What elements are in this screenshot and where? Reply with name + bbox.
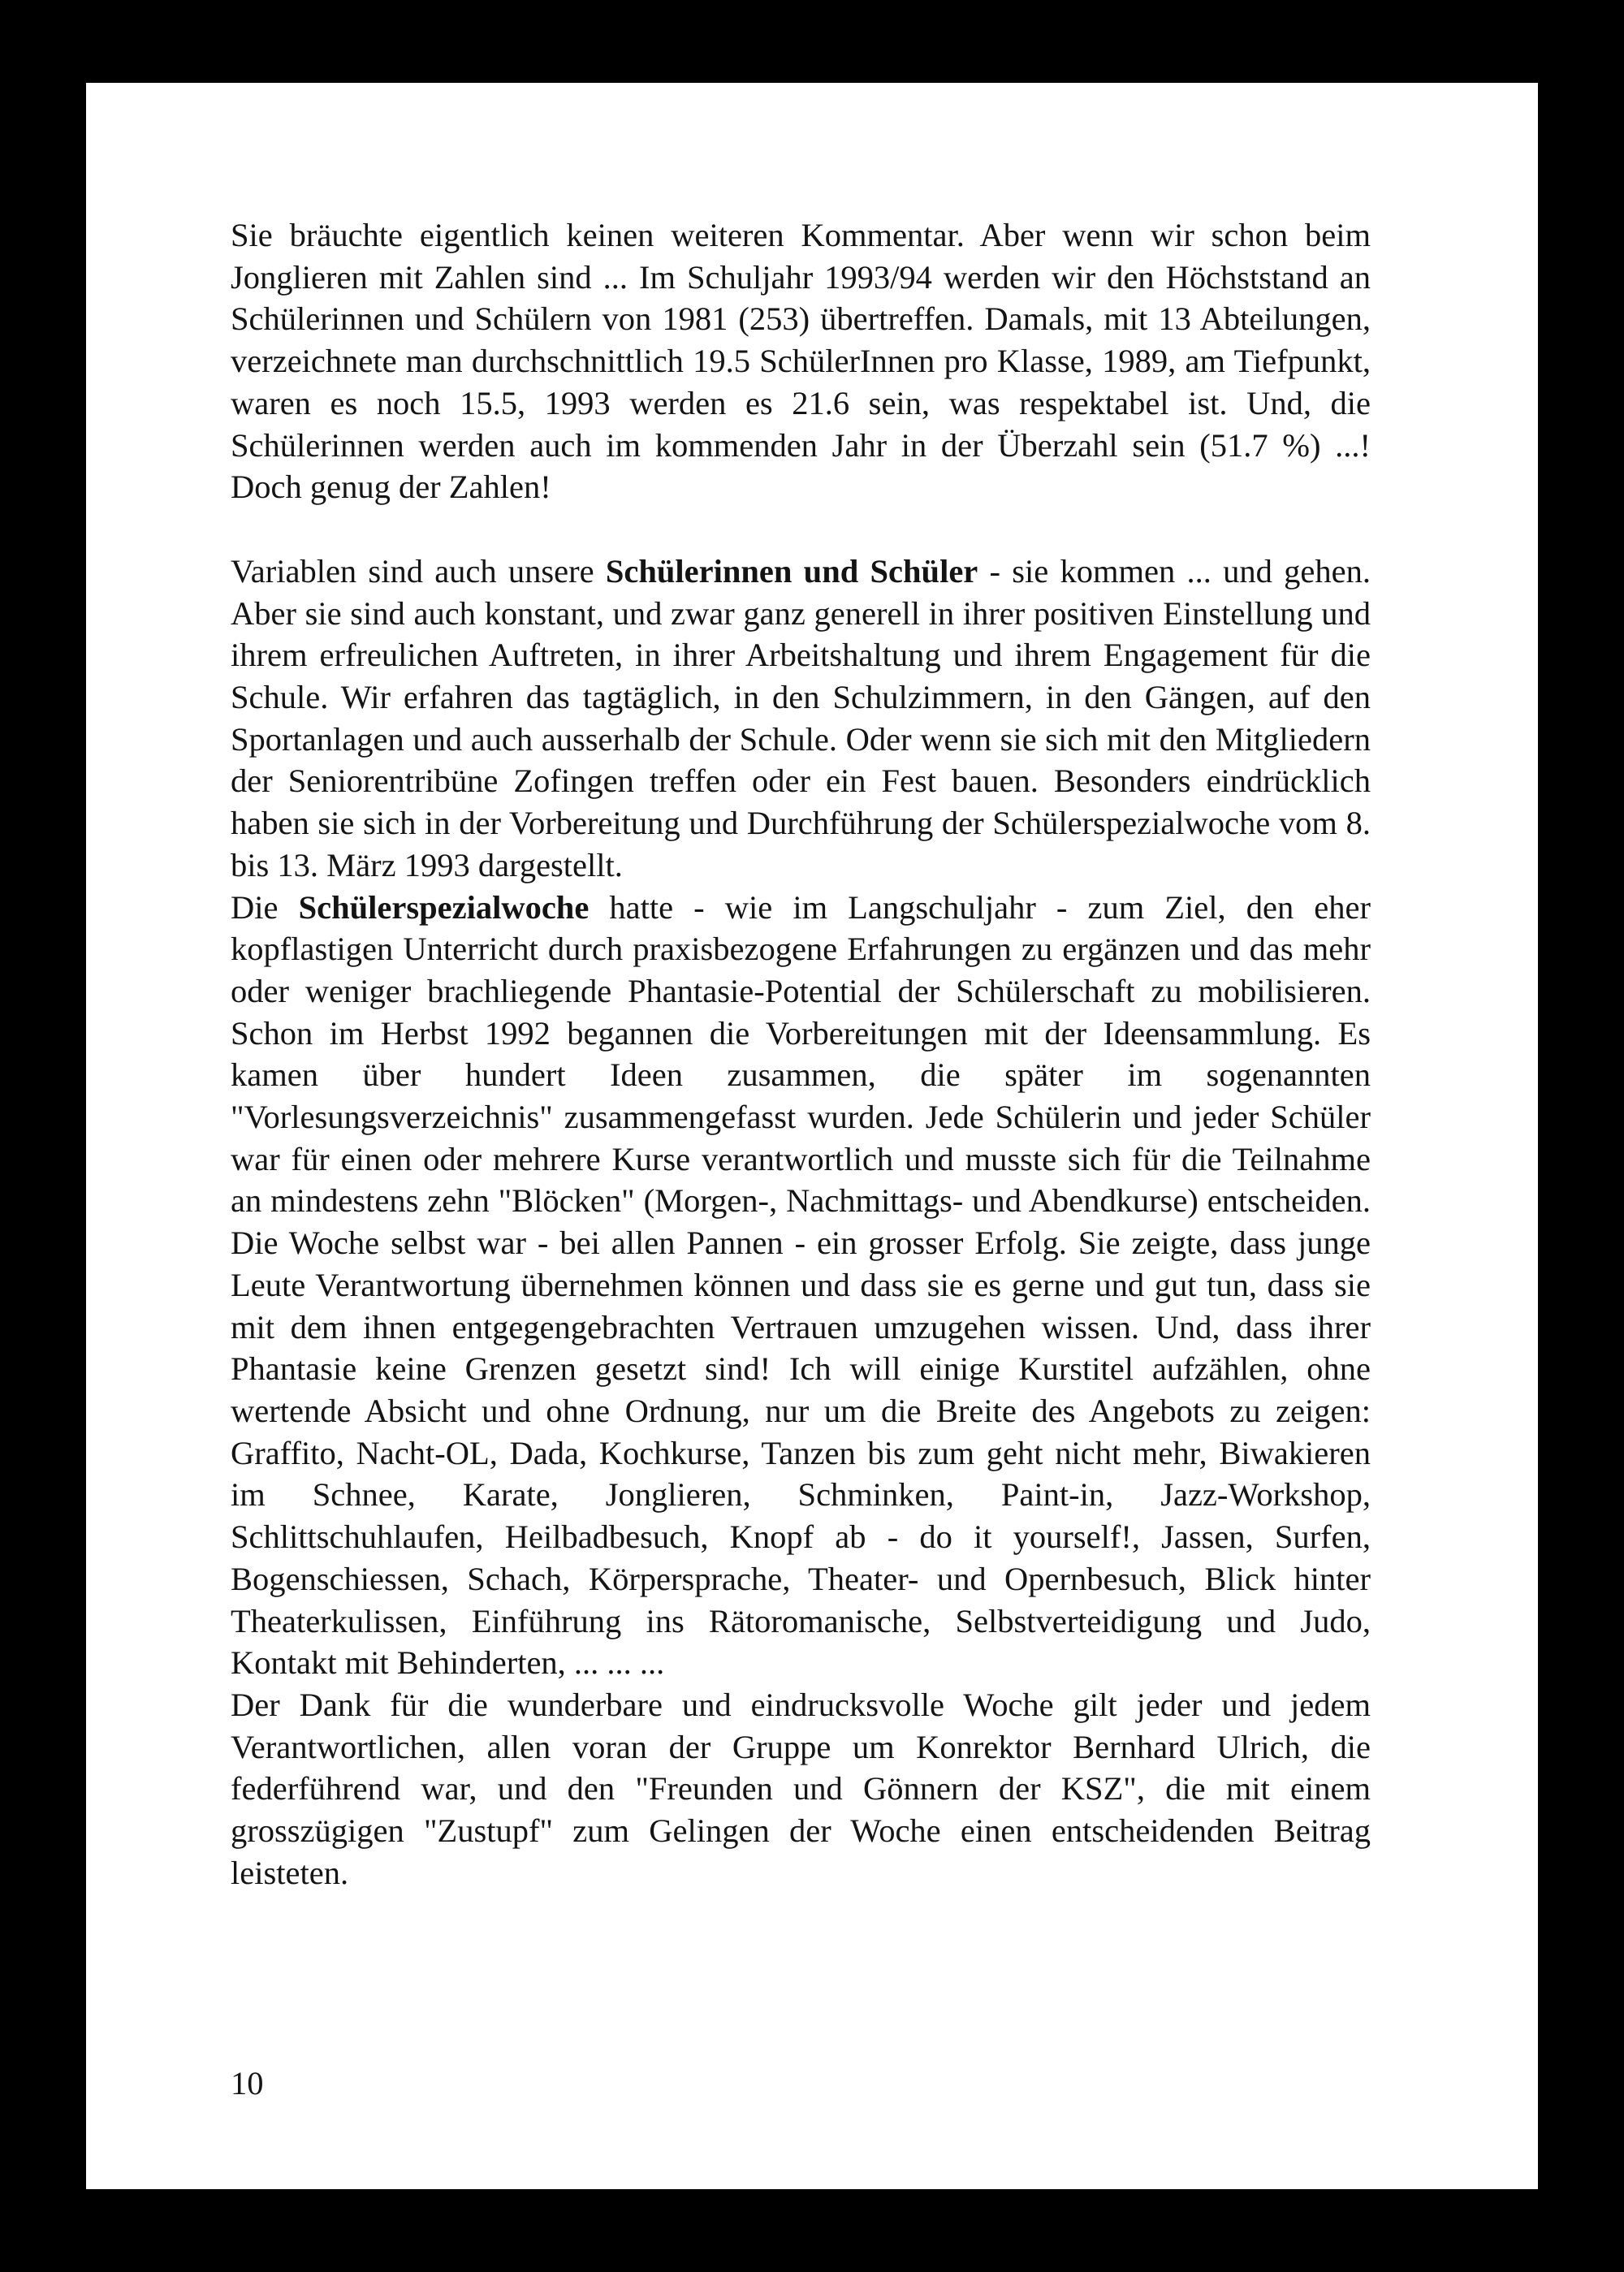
paragraph-text: hatte - wie im Langschuljahr - zum Ziel, den eher kopflastigen Unterricht durch praxisbezogene Erfahrungen zu ergänzen und das mehr oder weniger brachliegende Phantasie-Potential der Schülerschaft zu mobilisieren. Schon im Herbst 1992 begannen die Vorbereitungen mit der Ideensammlung. Es kamen über hundert Ideen zusammen, die später im sogenannten "Vorlesungsverzeichnis" zusammengefasst wurden. Jede Schülerin und jeder Schüler war für einen oder mehrere Kurse verantwortlich und musste sich für die Teilnahme an mindestens zehn "Blöcken" (Morgen-, Nachmittags- und Abendkurse) entscheiden. Die Woche selbst war - bei allen Pannen - ein grosser Erfolg. Sie zeigte, dass junge Leute Verantwortung übernehmen können und dass sie es gerne und gut tun, dass sie mit dem ihnen entgegengebrachten Vertrauen umzugehen wissen. Und, dass ihrer Phantasie keine Grenzen gesetzt sind! Ich will einige Kurstitel aufzählen, ohne wertende Absicht und ohne Ordnung, nur um die Breite des Angebots zu zeigen: Graffito, Nacht-OL, Dada, Kochkurse, Tanzen bis zum geht nicht mehr, Biwakieren im Schnee, Karate, Jonglieren, Schminken, Paint-in, Jazz-Workshop, Schlittschuhlaufen, Heilbadbesuch, Knopf ab - do it yourself!, Jassen, Surfen, Bogenschiessen, Schach, Körpersprache, Theater- und Opernbesuch, Blick hinter Theaterkulissen, Einführung ins Rätoromanische, Selbstverteidigung und Judo, Kontakt mit Behinderten, ... ... ... bbox=[231, 888, 1371, 1682]
paragraph-statistics bbox=[231, 214, 1371, 508]
bold-term: Schülerinnen und Schüler bbox=[605, 552, 978, 590]
paragraph-text: - sie kommen ... und gehen. Aber sie sind auch konstant, und zwar ganz generell in ihrer positiven Einstellung und ihrem erfreulichen Auftreten, in ihrer Arbeitshaltung und ihrem Engagement für die Schule. Wir erfahren das tagtäglich, in den Schulzimmern, in den Gängen, auf den Sportanlagen und auch ausserhalb der Schule. Oder wenn sie sich mit den Mitgliedern der Seniorentribüne Zofingen treffen oder ein Fest bauen. Besonders eindrücklich haben sie sich in der Vorbereitung und Durchführung der Schülerspezialwoche vom 8. bis 13. März 1993 dargestellt. bbox=[231, 552, 1371, 883]
paragraph-text: Der Dank für die wunderbare und eindrucksvolle Woche gilt jeder und jedem Verantwortlichen, allen voran der Gruppe um Konrektor Bernhard Ulrich, die federführend war, und den "Freunden und Gönnern der KSZ", die mit einem grosszügigen "Zustupf" zum Gelingen der Woche einen entscheidenden Beitrag leisteten. bbox=[231, 1686, 1371, 1891]
paragraph-students bbox=[231, 551, 1371, 887]
paragraph-text: Die bbox=[231, 888, 299, 926]
paragraph-text: Variablen sind auch unsere bbox=[231, 552, 606, 590]
page-number: 10 bbox=[231, 2065, 264, 2101]
body-text bbox=[231, 214, 1371, 1894]
paragraph-thanks bbox=[231, 1684, 1371, 1894]
paragraph-special-week bbox=[231, 887, 1371, 1684]
document-page bbox=[86, 83, 1538, 2189]
paragraph-text: Sie bräuchte eigentlich keinen weiteren Kommentar. Aber wenn wir schon beim Jonglieren mit Zahlen sind ... Im Schuljahr 1993/94 werden wir den Höchststand an Schülerinnen und Schülern von 1981 (253) übertreffen. Damals, mit 13 Abteilungen, verzeichnete man durchschnittlich 19.5 SchülerInnen pro Klasse, 1989, am Tiefpunkt, waren es noch 15.5, 1993 werden es 21.6 sein, was respektabel ist. Und, die Schülerinnen werden auch im kommenden Jahr in der Überzahl sein (51.7 %) ...! Doch genug der Zahlen! bbox=[231, 217, 1371, 506]
bold-term: Schülerspezialwoche bbox=[298, 888, 590, 926]
